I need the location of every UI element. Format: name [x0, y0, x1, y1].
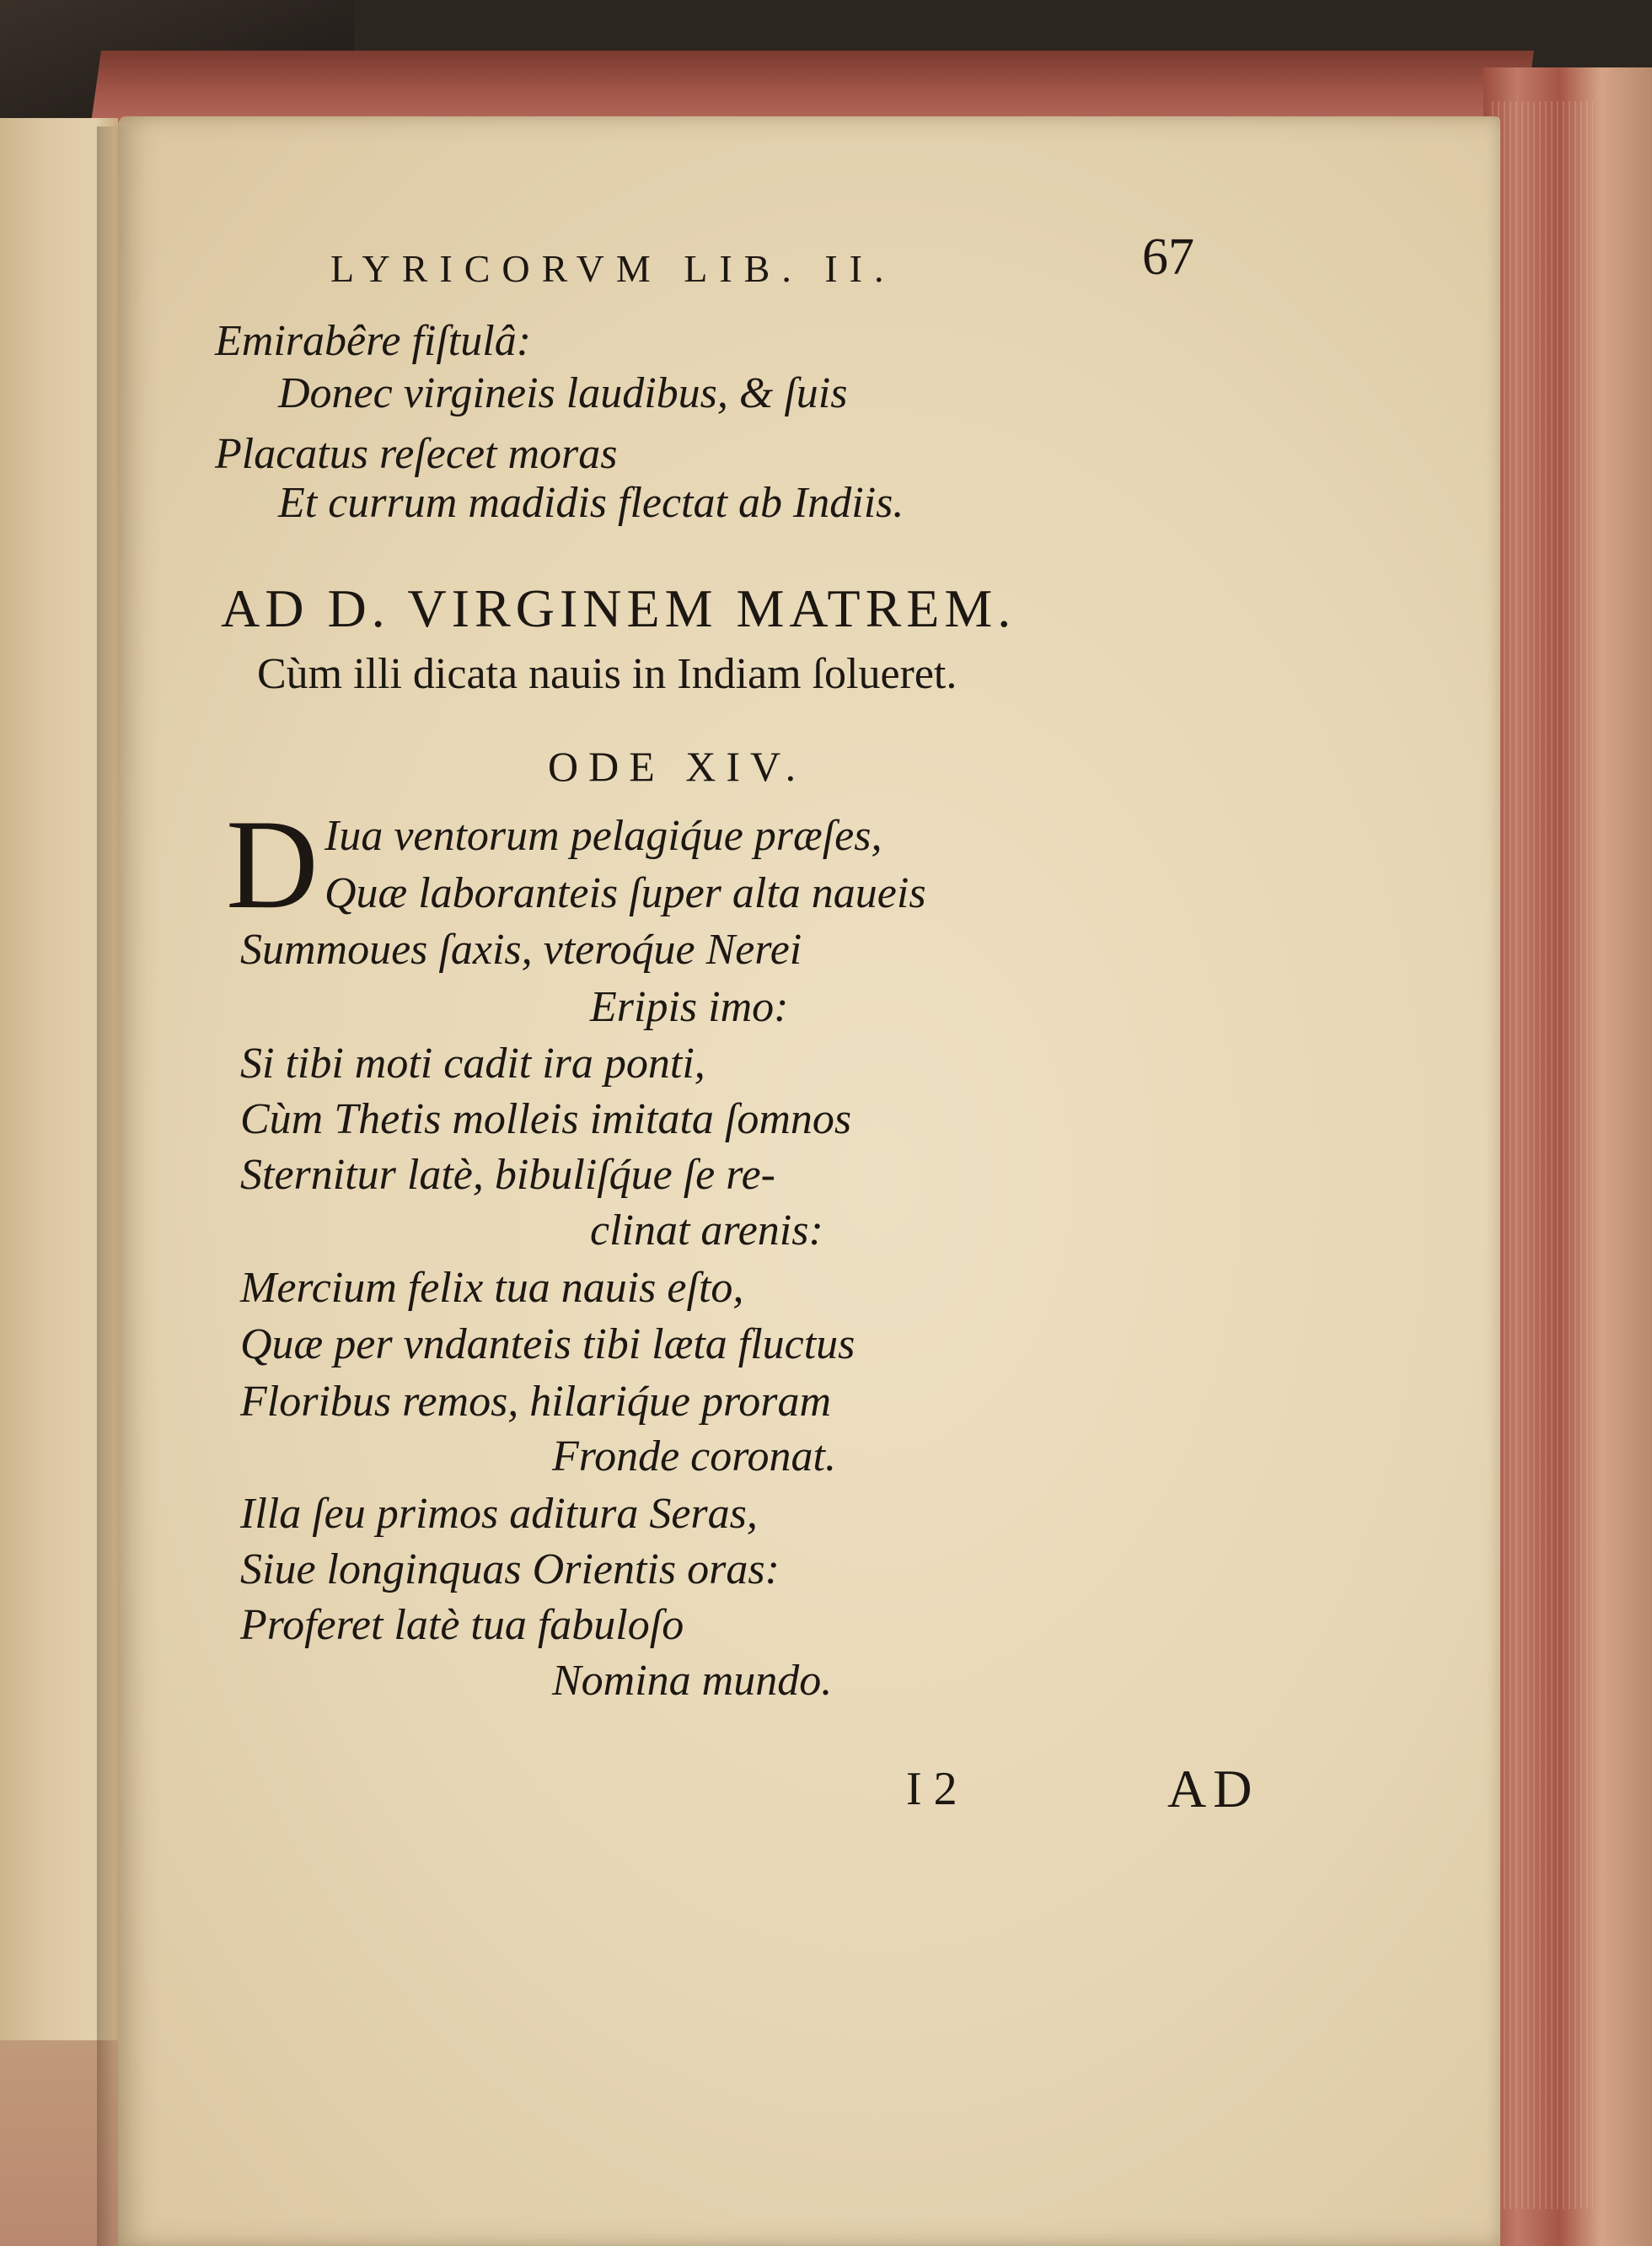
verse-line: Summoues ſaxis, vteroq́ue Nerei — [240, 926, 802, 974]
verse-line: Sternitur latè, bibuliſq́ue ſe re- — [240, 1151, 775, 1199]
verse-line: Siue longinquas Orientis oras: — [240, 1545, 780, 1593]
page-number: 67 — [1142, 228, 1194, 286]
catchword: AD — [1167, 1759, 1259, 1819]
page-gutter — [97, 126, 131, 2246]
verse-line: Illa ſeu primos aditura Seras, — [240, 1490, 758, 1538]
verse-line: Cùm Thetis molleis imitata ſomnos — [240, 1095, 852, 1143]
verse-line: Quæ per vndanteis tibi læta fluctus — [240, 1320, 856, 1368]
verse-line: Quæ laboranteis ſuper alta naueis — [324, 869, 926, 917]
verse-line: Et currum madidis flectat ab Indiis. — [278, 479, 904, 527]
verse-line: Fronde coronat. — [552, 1432, 836, 1480]
verse-line: Si tibi moti cadit ira ponti, — [240, 1040, 705, 1088]
verse-line: clinat arenis: — [590, 1206, 823, 1255]
verse-line: Placatus reſecet moras — [215, 430, 618, 478]
fore-edge-leaves — [1492, 101, 1593, 2209]
running-head: LYRICORVM LIB. II. — [330, 247, 896, 290]
verse-line: Mercium felix tua nauis eſto, — [240, 1264, 744, 1312]
signature-mark: I 2 — [906, 1763, 957, 1815]
verse-line: Emirabêre fiſtulâ: — [215, 317, 532, 365]
drop-cap: D — [226, 793, 319, 935]
verse-line: Eripis imo: — [590, 983, 789, 1031]
ode-number: ODE XIV. — [548, 743, 807, 790]
verse-line: Proferet latè tua fabuloſo — [240, 1601, 684, 1649]
verse-line: Iua ventorum pelagiq́ue præſes, — [324, 812, 882, 860]
verse-line: Donec virgineis laudibus, & ſuis — [278, 369, 848, 417]
ode-subheading: Cùm illi dicata nauis in Indiam ſolueret. — [257, 650, 957, 698]
ode-heading: AD D. VIRGINEM MATREM. — [221, 578, 1016, 638]
verse-line: Nomina mundo. — [552, 1657, 833, 1705]
verse-line: Floribus remos, hilariq́ue proram — [240, 1378, 832, 1426]
